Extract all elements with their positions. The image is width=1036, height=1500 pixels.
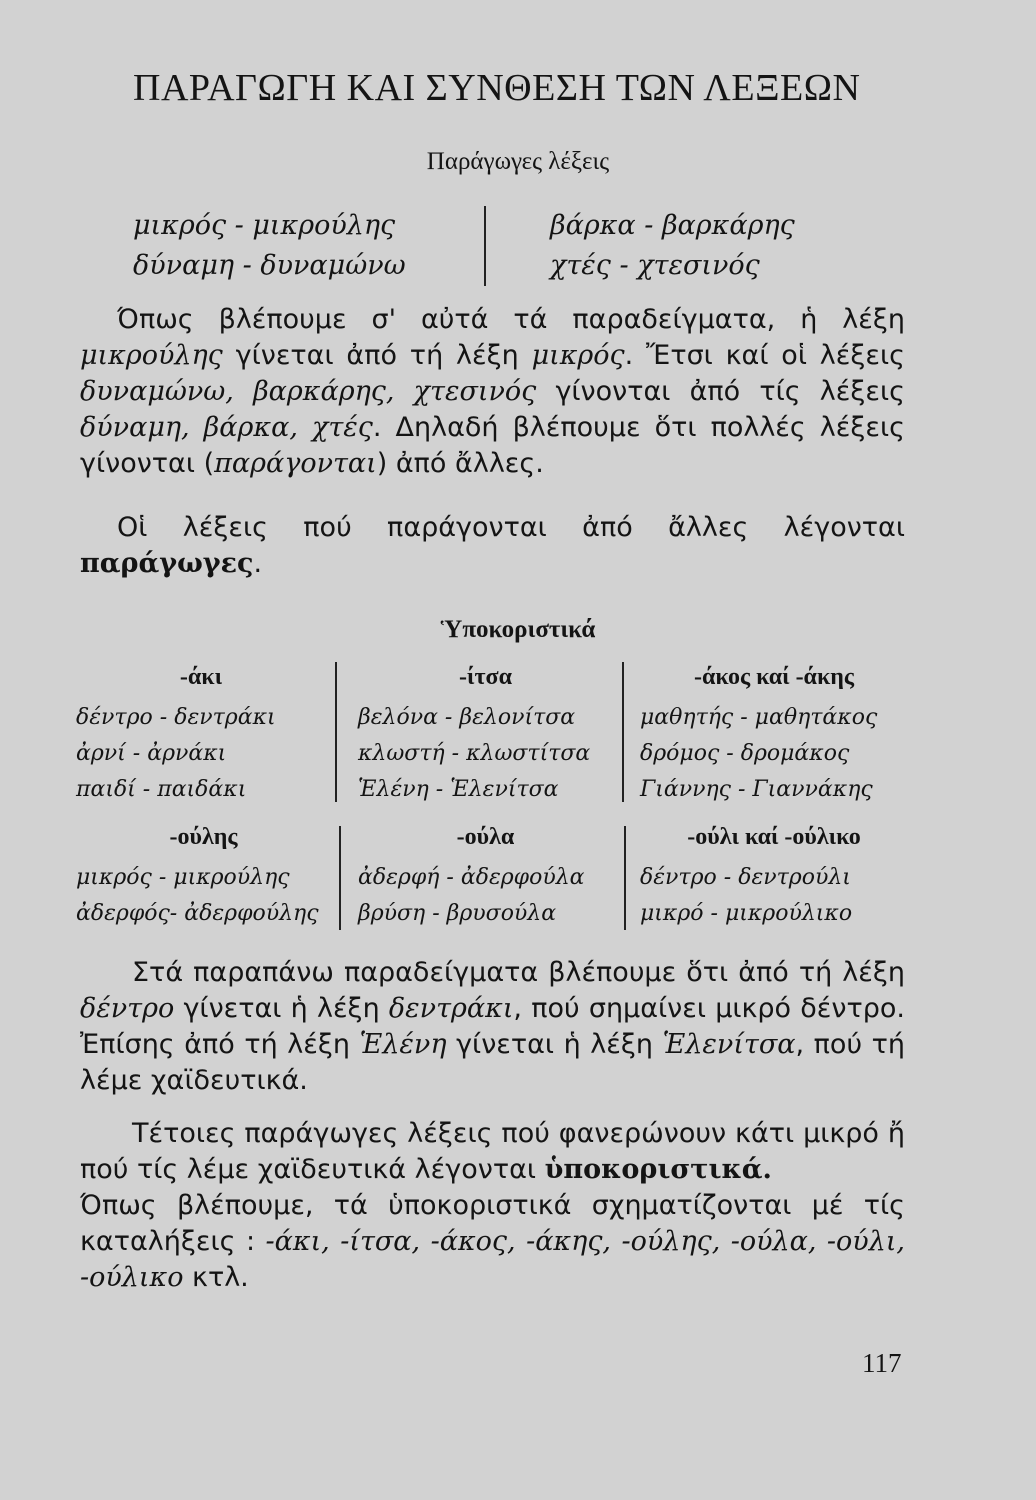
list-item: ἀδερφή - ἀδερφούλα [358, 865, 585, 890]
list-item: δρόμος - δρομάκος [640, 741, 850, 766]
group-header: -ίτσα [459, 664, 512, 690]
list-item: ἀδερφός- ἀδερφούλης [76, 901, 319, 926]
list-item: παιδί - παιδάκι [76, 777, 247, 802]
example-item: δύναμη - δυναμώνω [133, 250, 406, 281]
list-item: μικρό - μικρούλικο [640, 901, 853, 926]
group-header: -ούλης [169, 824, 238, 850]
paragraph-derivation-explained: Όπως βλέπουμε σ' αὐτά τά παραδείγματα, ἡ λέξη μικρούλης γίνεται ἀπό τή λέξη μικρός. Ἔτσι καί οἱ λέξεις δυναμώνω, βαρκάρης, χτεσινός γίνονται ἀπό τίς λέξεις δύναμη, βάρκα, χτές. Δηλαδή βλέπουμε ὅτι πολλές λέξεις γίνονται (παράγονται) ἀπό ἄλλες. [80, 304, 906, 479]
list-item: δέντρο - δεντράκι [76, 705, 276, 730]
group-header: -ούλα [456, 824, 515, 850]
column-divider [624, 826, 626, 930]
paragraph-derivatives-definition: Οἱ λέξεις πού παράγονται ἀπό ἄλλες λέγονται παράγωγες. [80, 512, 905, 579]
section-heading-derivatives: Παράγωγες λέξεις [426, 148, 610, 175]
group-header: -ούλι καί -ούλικο [687, 824, 861, 850]
column-divider [484, 206, 486, 286]
list-item: δέντρο - δεντρούλι [640, 865, 851, 890]
paragraph-diminutives-definition: Τέτοιες παράγωγες λέξεις πού φανερώνουν κάτι μικρό ἤ πού τίς λέμε χαϊδευτικά λέγονται ὑποκοριστικά. [80, 1118, 905, 1185]
column-divider [335, 662, 337, 802]
section-heading-diminutives: Ὑποκοριστικά [440, 616, 596, 643]
diminutive-group-aki [76, 664, 326, 808]
group-header: -άκος καί -άκης [693, 664, 855, 690]
diminutive-group-oula [358, 824, 613, 932]
example-item: χτές - χτεσινός [550, 250, 760, 281]
diminutive-group-ouli-ouliko [640, 824, 908, 932]
examples-right [550, 206, 795, 286]
list-item: κλωστή - κλωστίτσα [358, 741, 591, 766]
column-divider [339, 826, 341, 930]
example-item: μικρός - μικρούλης [133, 210, 396, 241]
paragraph-diminutive-examples: Στά παραπάνω παραδείγματα βλέπουμε ὅτι ἀπό τή λέξη δέντρο γίνεται ἡ λέξη δεντράκι, πού σημαίνει μικρό δέντρο. Ἐπίσης ἀπό τή λέξη Ἑλένη γίνεται ἡ λέξη Ἑλενίτσα, πού τή λέμε χαϊδευτικά. [80, 957, 906, 1096]
paragraph-diminutive-endings: Όπως βλέπουμε, τά ὑποκοριστικά σχηματίζονται μέ τίς καταλήξεις : -άκι, -ίτσα, -άκος, -άκης, -ούλης, -ούλα, -ούλι, -ούλικο κτλ. [80, 1190, 905, 1293]
list-item: Ἑλένη - Ἑλενίτσα [358, 777, 559, 802]
list-item: βρύση - βρυσούλα [358, 901, 557, 926]
examples-left [133, 206, 406, 286]
diminutive-group-oulis [76, 824, 331, 932]
page-title: ΠΑΡΑΓΩΓΗ ΚΑΙ ΣΥΝΘΕΣΗ ΤΩΝ ΛΕΞΕΩΝ [133, 67, 861, 109]
column-divider [622, 662, 624, 802]
diminutive-group-akos-akis [640, 664, 908, 808]
group-header: -άκι [179, 664, 223, 690]
list-item: ἀρνί - ἀρνάκι [76, 741, 227, 766]
list-item: μαθητής - μαθητάκος [640, 705, 878, 730]
list-item: μικρός - μικρούλης [76, 865, 290, 890]
example-item: βάρκα - βαρκάρης [550, 210, 795, 241]
diminutive-group-itsa [358, 664, 613, 808]
list-item: Γιάννης - Γιαννάκης [640, 777, 873, 802]
page-number: 117 [862, 1348, 902, 1378]
list-item: βελόνα - βελονίτσα [358, 705, 576, 730]
